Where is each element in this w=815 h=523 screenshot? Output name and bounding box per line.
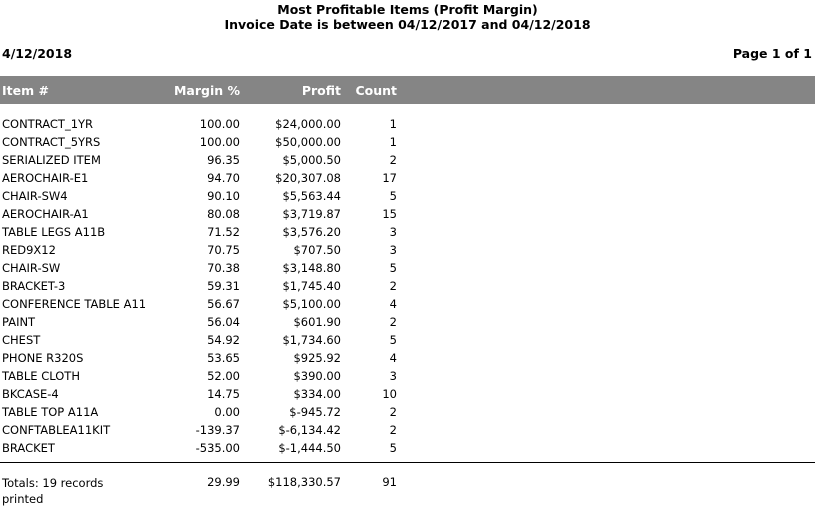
cell-count: 3 [389, 243, 397, 257]
totals-count: 91 [382, 475, 397, 489]
cell-profit: $24,000.00 [275, 117, 341, 131]
cell-item: CONTRACT_5YRS [2, 135, 101, 149]
cell-margin: 59.31 [207, 279, 240, 293]
cell-item: CONFERENCE TABLE A11 [2, 297, 147, 311]
cell-margin: 71.52 [207, 225, 240, 239]
report-rows [0, 117, 815, 459]
table-row [0, 117, 815, 135]
cell-profit: $5,563.44 [282, 189, 341, 203]
cell-item: CHEST [2, 333, 41, 347]
cell-profit: $-6,134.42 [278, 423, 341, 437]
cell-margin: 54.92 [207, 333, 240, 347]
table-row [0, 189, 815, 207]
cell-margin: 56.67 [207, 297, 240, 311]
cell-margin: 52.00 [207, 369, 240, 383]
cell-profit: $5,000.50 [282, 153, 341, 167]
cell-profit: $50,000.00 [275, 135, 341, 149]
table-row [0, 171, 815, 189]
table-row [0, 297, 815, 315]
table-row [0, 243, 815, 261]
cell-item: AEROCHAIR-E1 [2, 171, 89, 185]
cell-item: BKCASE-4 [2, 387, 59, 401]
cell-count: 1 [389, 117, 397, 131]
cell-count: 15 [382, 207, 397, 221]
cell-margin: 14.75 [207, 387, 240, 401]
cell-profit: $3,719.87 [282, 207, 341, 221]
totals-profit: $118,330.57 [267, 475, 341, 489]
cell-margin: 100.00 [199, 135, 240, 149]
cell-profit: $20,307.08 [275, 171, 341, 185]
table-row [0, 333, 815, 351]
table-row [0, 207, 815, 225]
cell-profit: $5,100.00 [282, 297, 341, 311]
cell-item: CONTRACT_1YR [2, 117, 94, 131]
cell-item: BRACKET-3 [2, 279, 66, 293]
cell-count: 5 [389, 189, 397, 203]
cell-item: CHAIR-SW [2, 261, 61, 275]
cell-margin: 100.00 [199, 117, 240, 131]
cell-margin: 90.10 [207, 189, 240, 203]
cell-margin: 96.35 [207, 153, 240, 167]
cell-count: 3 [389, 369, 397, 383]
cell-count: 5 [389, 333, 397, 347]
table-row [0, 369, 815, 387]
column-header-item: Item # [2, 83, 49, 98]
cell-margin: 94.70 [207, 171, 240, 185]
cell-count: 17 [382, 171, 397, 185]
totals-label: Totals: 19 records printed [2, 476, 104, 506]
cell-profit: $925.92 [293, 351, 341, 365]
cell-count: 2 [389, 423, 397, 437]
cell-item: RED9X12 [2, 243, 56, 257]
cell-item: CHAIR-SW4 [2, 189, 68, 203]
cell-count: 2 [389, 315, 397, 329]
cell-item: TABLE CLOTH [2, 369, 80, 383]
cell-profit: $1,734.60 [282, 333, 341, 347]
cell-profit: $3,576.20 [282, 225, 341, 239]
cell-item: PAINT [2, 315, 36, 329]
table-row [0, 423, 815, 441]
totals-margin: 29.99 [207, 475, 240, 489]
table-row [0, 279, 815, 297]
cell-item: AEROCHAIR-A1 [2, 207, 89, 221]
cell-count: 4 [389, 351, 397, 365]
cell-item: TABLE LEGS A11B [2, 225, 106, 239]
cell-count: 10 [382, 387, 397, 401]
cell-count: 2 [389, 279, 397, 293]
column-header-margin: Margin % [173, 83, 240, 98]
totals-divider [0, 462, 815, 463]
cell-count: 5 [389, 441, 397, 455]
cell-count: 5 [389, 261, 397, 275]
cell-item: CONFTABLEA11KIT [2, 423, 111, 437]
cell-item: SERIALIZED ITEM [2, 153, 101, 167]
cell-margin: 70.75 [207, 243, 240, 257]
table-row [0, 261, 815, 279]
table-row [0, 153, 815, 171]
cell-margin: 56.04 [207, 315, 240, 329]
page-indicator: Page 1 of 1 [732, 46, 812, 61]
cell-item: PHONE R320S [2, 351, 84, 365]
cell-count: 1 [389, 135, 397, 149]
cell-count: 4 [389, 297, 397, 311]
cell-profit: $1,745.40 [282, 279, 341, 293]
cell-item: TABLE TOP A11A [2, 405, 99, 419]
cell-profit: $601.90 [293, 315, 341, 329]
cell-margin: 0.00 [214, 405, 240, 419]
table-row [0, 351, 815, 369]
report-title: Most Profitable Items (Profit Margin) [277, 2, 538, 17]
cell-profit: $707.50 [293, 243, 341, 257]
report-subtitle: Invoice Date is between 04/12/2017 and 04/12/2018 [224, 17, 591, 32]
table-row [0, 441, 815, 459]
table-row [0, 315, 815, 333]
cell-margin: -139.37 [195, 423, 240, 437]
cell-count: 2 [389, 153, 397, 167]
table-row [0, 135, 815, 153]
column-header-count: Count [355, 83, 397, 98]
cell-margin: 53.65 [207, 351, 240, 365]
column-header-bar [0, 76, 815, 104]
cell-count: 3 [389, 225, 397, 239]
cell-profit: $3,148.80 [282, 261, 341, 275]
cell-profit: $-945.72 [289, 405, 341, 419]
table-row [0, 387, 815, 405]
report-date: 4/12/2018 [2, 46, 73, 61]
table-row [0, 405, 815, 423]
cell-profit: $334.00 [293, 387, 341, 401]
cell-item: BRACKET [2, 441, 55, 455]
cell-margin: 70.38 [207, 261, 240, 275]
cell-margin: -535.00 [195, 441, 240, 455]
cell-margin: 80.08 [207, 207, 240, 221]
cell-count: 2 [389, 405, 397, 419]
cell-profit: $390.00 [293, 369, 341, 383]
column-header-profit: Profit [301, 83, 341, 98]
table-row [0, 225, 815, 243]
cell-profit: $-1,444.50 [278, 441, 341, 455]
